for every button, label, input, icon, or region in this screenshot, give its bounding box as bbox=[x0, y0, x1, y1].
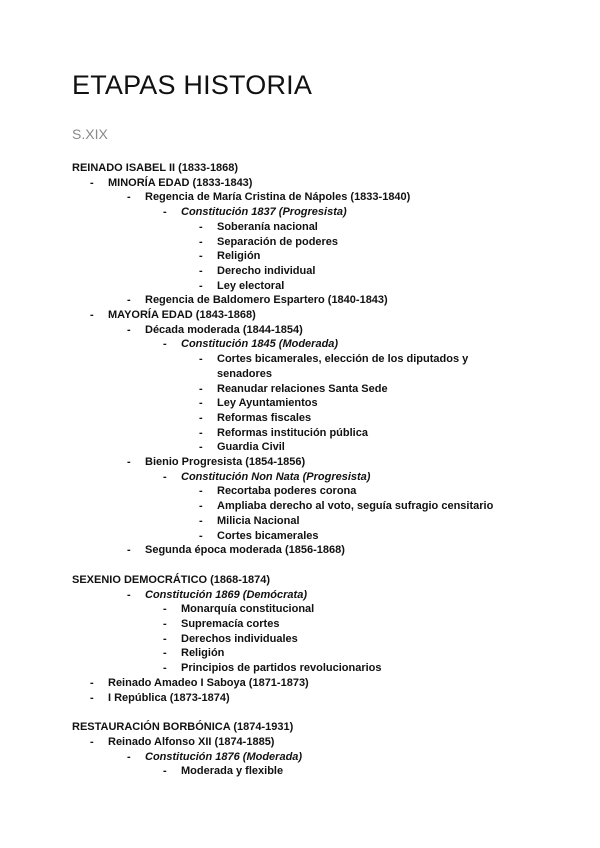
list-bullet: - bbox=[90, 691, 94, 704]
list-item-text: Milicia Nacional bbox=[217, 514, 300, 527]
list-bullet: - bbox=[127, 294, 131, 307]
list-item-text: Reanudar relaciones Santa Sede bbox=[217, 382, 388, 395]
list-item-text: REINADO ISABEL II (1833-1868) bbox=[72, 162, 239, 174]
list-bullet: - bbox=[90, 735, 94, 748]
list-item-text: Regencia de Baldomero Espartero (1840-1843) bbox=[145, 294, 388, 307]
list-bullet: - bbox=[163, 206, 167, 219]
list-item-text: Cortes bicamerales bbox=[217, 529, 319, 542]
list-item-text: senadores bbox=[217, 367, 273, 380]
list-item-text: Ley Ayuntamientos bbox=[217, 397, 318, 410]
list-item-text: Constitución 1876 (Moderada) bbox=[145, 750, 303, 763]
list-item-text: MINORÍA EDAD (1833-1843) bbox=[108, 176, 253, 189]
list-bullet: - bbox=[199, 220, 203, 233]
list-bullet: - bbox=[127, 456, 131, 468]
list-bullet: - bbox=[90, 309, 94, 321]
list-item-text: Reformas institución pública bbox=[217, 426, 368, 439]
list-bullet: - bbox=[90, 676, 94, 689]
list-bullet: - bbox=[127, 323, 131, 336]
list-bullet: - bbox=[199, 426, 203, 439]
list-item-text: I República (1873-1874) bbox=[108, 691, 230, 704]
list-item-text: Principios de partidos revolucionarios bbox=[181, 662, 382, 675]
list-bullet: - bbox=[199, 235, 203, 248]
list-bullet: - bbox=[199, 382, 203, 395]
list-item-text: Segunda época moderada (1856-1868) bbox=[145, 544, 345, 557]
page-title: ETAPAS HISTORIA bbox=[72, 70, 313, 100]
list-item-text: Cortes bicamerales, elección de los diputados y bbox=[217, 353, 469, 366]
list-bullet: - bbox=[199, 411, 203, 424]
list-bullet: - bbox=[199, 353, 203, 366]
list-bullet: - bbox=[163, 603, 167, 616]
list-item-text: Recortaba poderes corona bbox=[217, 485, 357, 498]
list-bullet: - bbox=[199, 485, 203, 498]
list-bullet: - bbox=[163, 338, 167, 351]
list-item-text: Reformas fiscales bbox=[217, 411, 312, 424]
list-item-text: Reinado Amadeo I Saboya (1871-1873) bbox=[108, 676, 309, 689]
list-item-text: SEXENIO DEMOCRÁTICO (1868-1874) bbox=[72, 573, 271, 586]
list-item-text: Década moderada (1844-1854) bbox=[145, 323, 303, 336]
list-item-text: Soberanía nacional bbox=[217, 220, 318, 233]
list-item-text: Constitución Non Nata (Progresista) bbox=[181, 470, 371, 483]
list-item-text: Guardia Civil bbox=[217, 441, 285, 454]
list-bullet: - bbox=[199, 441, 203, 454]
list-item-text: RESTAURACIÓN BORBÓNICA (1874-1931) bbox=[72, 721, 294, 734]
list-item-text: Bienio Progresista (1854-1856) bbox=[145, 456, 306, 468]
list-item-text: Constitución 1837 (Progresista) bbox=[181, 206, 347, 219]
list-item-text: Religión bbox=[217, 250, 261, 263]
list-bullet: - bbox=[199, 514, 203, 527]
list-bullet: - bbox=[199, 500, 203, 513]
list-item-text: Separación de poderes bbox=[217, 235, 339, 248]
list-bullet: - bbox=[90, 176, 94, 189]
list-bullet: - bbox=[163, 618, 167, 630]
list-bullet: - bbox=[163, 470, 167, 483]
list-bullet: - bbox=[163, 632, 167, 645]
list-bullet: - bbox=[127, 544, 131, 557]
list-item-text: Ley electoral bbox=[217, 279, 285, 292]
list-bullet: - bbox=[199, 264, 203, 277]
list-bullet: - bbox=[199, 397, 203, 410]
list-item-text: Constitución 1845 (Moderada) bbox=[181, 338, 339, 351]
list-item-text: MAYORÍA EDAD (1843-1868) bbox=[108, 309, 256, 321]
list-bullet: - bbox=[199, 250, 203, 263]
list-item-text: Regencia de María Cristina de Nápoles (1833-1840) bbox=[145, 191, 411, 204]
list-bullet: - bbox=[127, 750, 131, 763]
list-bullet: - bbox=[127, 588, 131, 601]
list-bullet: - bbox=[163, 662, 167, 675]
list-bullet: - bbox=[127, 191, 131, 204]
list-item-text: Moderada y flexible bbox=[181, 765, 284, 778]
list-item-text: Derechos individuales bbox=[181, 632, 298, 645]
list-bullet: - bbox=[163, 765, 167, 778]
list-bullet: - bbox=[163, 647, 167, 660]
list-item-text: Supremacía cortes bbox=[181, 618, 280, 630]
list-item-text: Constitución 1869 (Demócrata) bbox=[145, 588, 307, 601]
list-item-text: Monarquía constitucional bbox=[181, 603, 315, 616]
list-bullet: - bbox=[199, 529, 203, 542]
page-subtitle: S.XIX bbox=[72, 126, 108, 142]
list-item-text: Ampliaba derecho al voto, seguía sufragio censitario bbox=[217, 500, 494, 513]
list-bullet: - bbox=[199, 279, 203, 292]
list-item-text: Reinado Alfonso XII (1874-1885) bbox=[108, 735, 275, 748]
list-item-text: Religión bbox=[181, 647, 225, 660]
list-item-text: Derecho individual bbox=[217, 264, 316, 277]
